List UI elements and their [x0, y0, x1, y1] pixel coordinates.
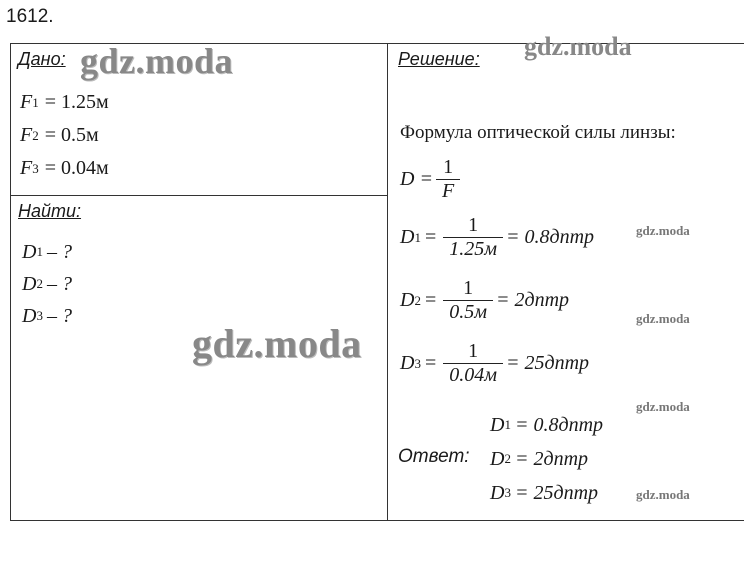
- solution-step: D 2 = $\frac{1}{0.5м}$ = 2дптр: [400, 277, 570, 323]
- given-list: [20, 86, 109, 185]
- answer-value: = 2дптр: [514, 447, 589, 470]
- formula-numerator: 1: [443, 156, 454, 178]
- given-value: = 0.5м: [44, 124, 99, 146]
- table-frame: [10, 43, 744, 521]
- find-item: [22, 236, 72, 268]
- answer-list: [490, 408, 603, 510]
- step-fraction: [443, 214, 503, 261]
- step-result: = 2дптр: [496, 289, 570, 311]
- find-item: [22, 300, 72, 332]
- answer-item: [490, 442, 603, 476]
- watermark: gdz.moda: [636, 311, 690, 326]
- answer-item: [490, 408, 603, 442]
- step-denominator: 0.5м: [443, 300, 493, 324]
- step-symbol: D: [400, 352, 415, 374]
- find-symbol: D: [22, 272, 37, 295]
- problem-number: 1612.: [6, 6, 54, 27]
- solution-step: D 1 = $\frac{1}{1.25м}$ = 0.8дптр: [400, 214, 595, 260]
- given-value: = 1.25м: [44, 91, 109, 113]
- find-value: – ?: [46, 304, 72, 327]
- given-subscript: 2: [32, 127, 39, 143]
- find-value: – ?: [46, 240, 72, 263]
- given-value: = 0.04м: [44, 157, 109, 179]
- find-list: [22, 236, 72, 332]
- solution-step: D 3 = $\frac{1}{0.04м}$ = 25дптр: [400, 340, 590, 386]
- find-item: [22, 268, 72, 300]
- given-symbol: F: [20, 157, 33, 179]
- step-numerator: 1: [468, 214, 479, 236]
- watermark: gdz.moda: [636, 223, 690, 238]
- answer-subscript: 3: [504, 485, 511, 500]
- given-item: [20, 119, 109, 152]
- watermark: gdz.moda: [636, 487, 690, 502]
- find-header: Найти:: [18, 201, 82, 221]
- solution-header: Решение:: [398, 49, 480, 69]
- step-fraction: [443, 277, 493, 324]
- step-result: = 0.8дптр: [506, 226, 595, 248]
- step-subscript: 1: [414, 229, 421, 245]
- answer-value: = 25дптр: [514, 481, 599, 504]
- find-symbol: D: [22, 240, 37, 263]
- step-symbol: D: [400, 289, 415, 311]
- formula-title: Формула оптической силы линзы:: [400, 122, 676, 143]
- answer-subscript: 2: [504, 451, 511, 466]
- step-numerator: 1: [463, 277, 474, 299]
- answer-subscript: 1: [504, 417, 511, 432]
- given-find-divider: [10, 195, 387, 196]
- find-value: – ?: [46, 272, 72, 295]
- formula-lhs: D =: [400, 168, 433, 190]
- step-fraction: [443, 340, 503, 387]
- watermark: gdz.moda: [524, 32, 632, 61]
- answer-item: [490, 476, 603, 510]
- step-symbol: D: [400, 226, 415, 248]
- find-symbol: D: [22, 304, 37, 327]
- answer-label: Ответ:: [398, 446, 470, 467]
- step-numerator: 1: [468, 340, 479, 362]
- step-subscript: 2: [414, 292, 421, 308]
- answer-symbol: D: [490, 447, 505, 470]
- given-header: Дано:: [18, 49, 66, 69]
- given-subscript: 1: [32, 94, 39, 110]
- answer-symbol: D: [490, 413, 505, 436]
- given-symbol: F: [20, 91, 33, 113]
- find-subscript: 3: [36, 308, 43, 323]
- given-item: [20, 152, 109, 185]
- answer-symbol: D: [490, 481, 505, 504]
- find-subscript: 2: [36, 276, 43, 291]
- watermark: gdz.moda: [80, 41, 234, 81]
- given-symbol: F: [20, 124, 33, 146]
- formula-denominator: F: [436, 179, 460, 203]
- step-subscript: 3: [414, 355, 421, 371]
- step-result: = 25дптр: [506, 352, 590, 374]
- formula: [400, 156, 463, 203]
- answer-value: = 0.8дптр: [514, 413, 604, 436]
- formula-fraction: [436, 156, 460, 203]
- step-denominator: 1.25м: [443, 237, 503, 261]
- given-item: [20, 86, 109, 119]
- find-subscript: 1: [36, 244, 43, 259]
- step-denominator: 0.04м: [443, 363, 503, 387]
- given-subscript: 3: [32, 160, 39, 176]
- watermark: gdz.moda: [636, 399, 690, 414]
- watermark: gdz.moda: [192, 321, 362, 366]
- column-divider: [387, 43, 388, 521]
